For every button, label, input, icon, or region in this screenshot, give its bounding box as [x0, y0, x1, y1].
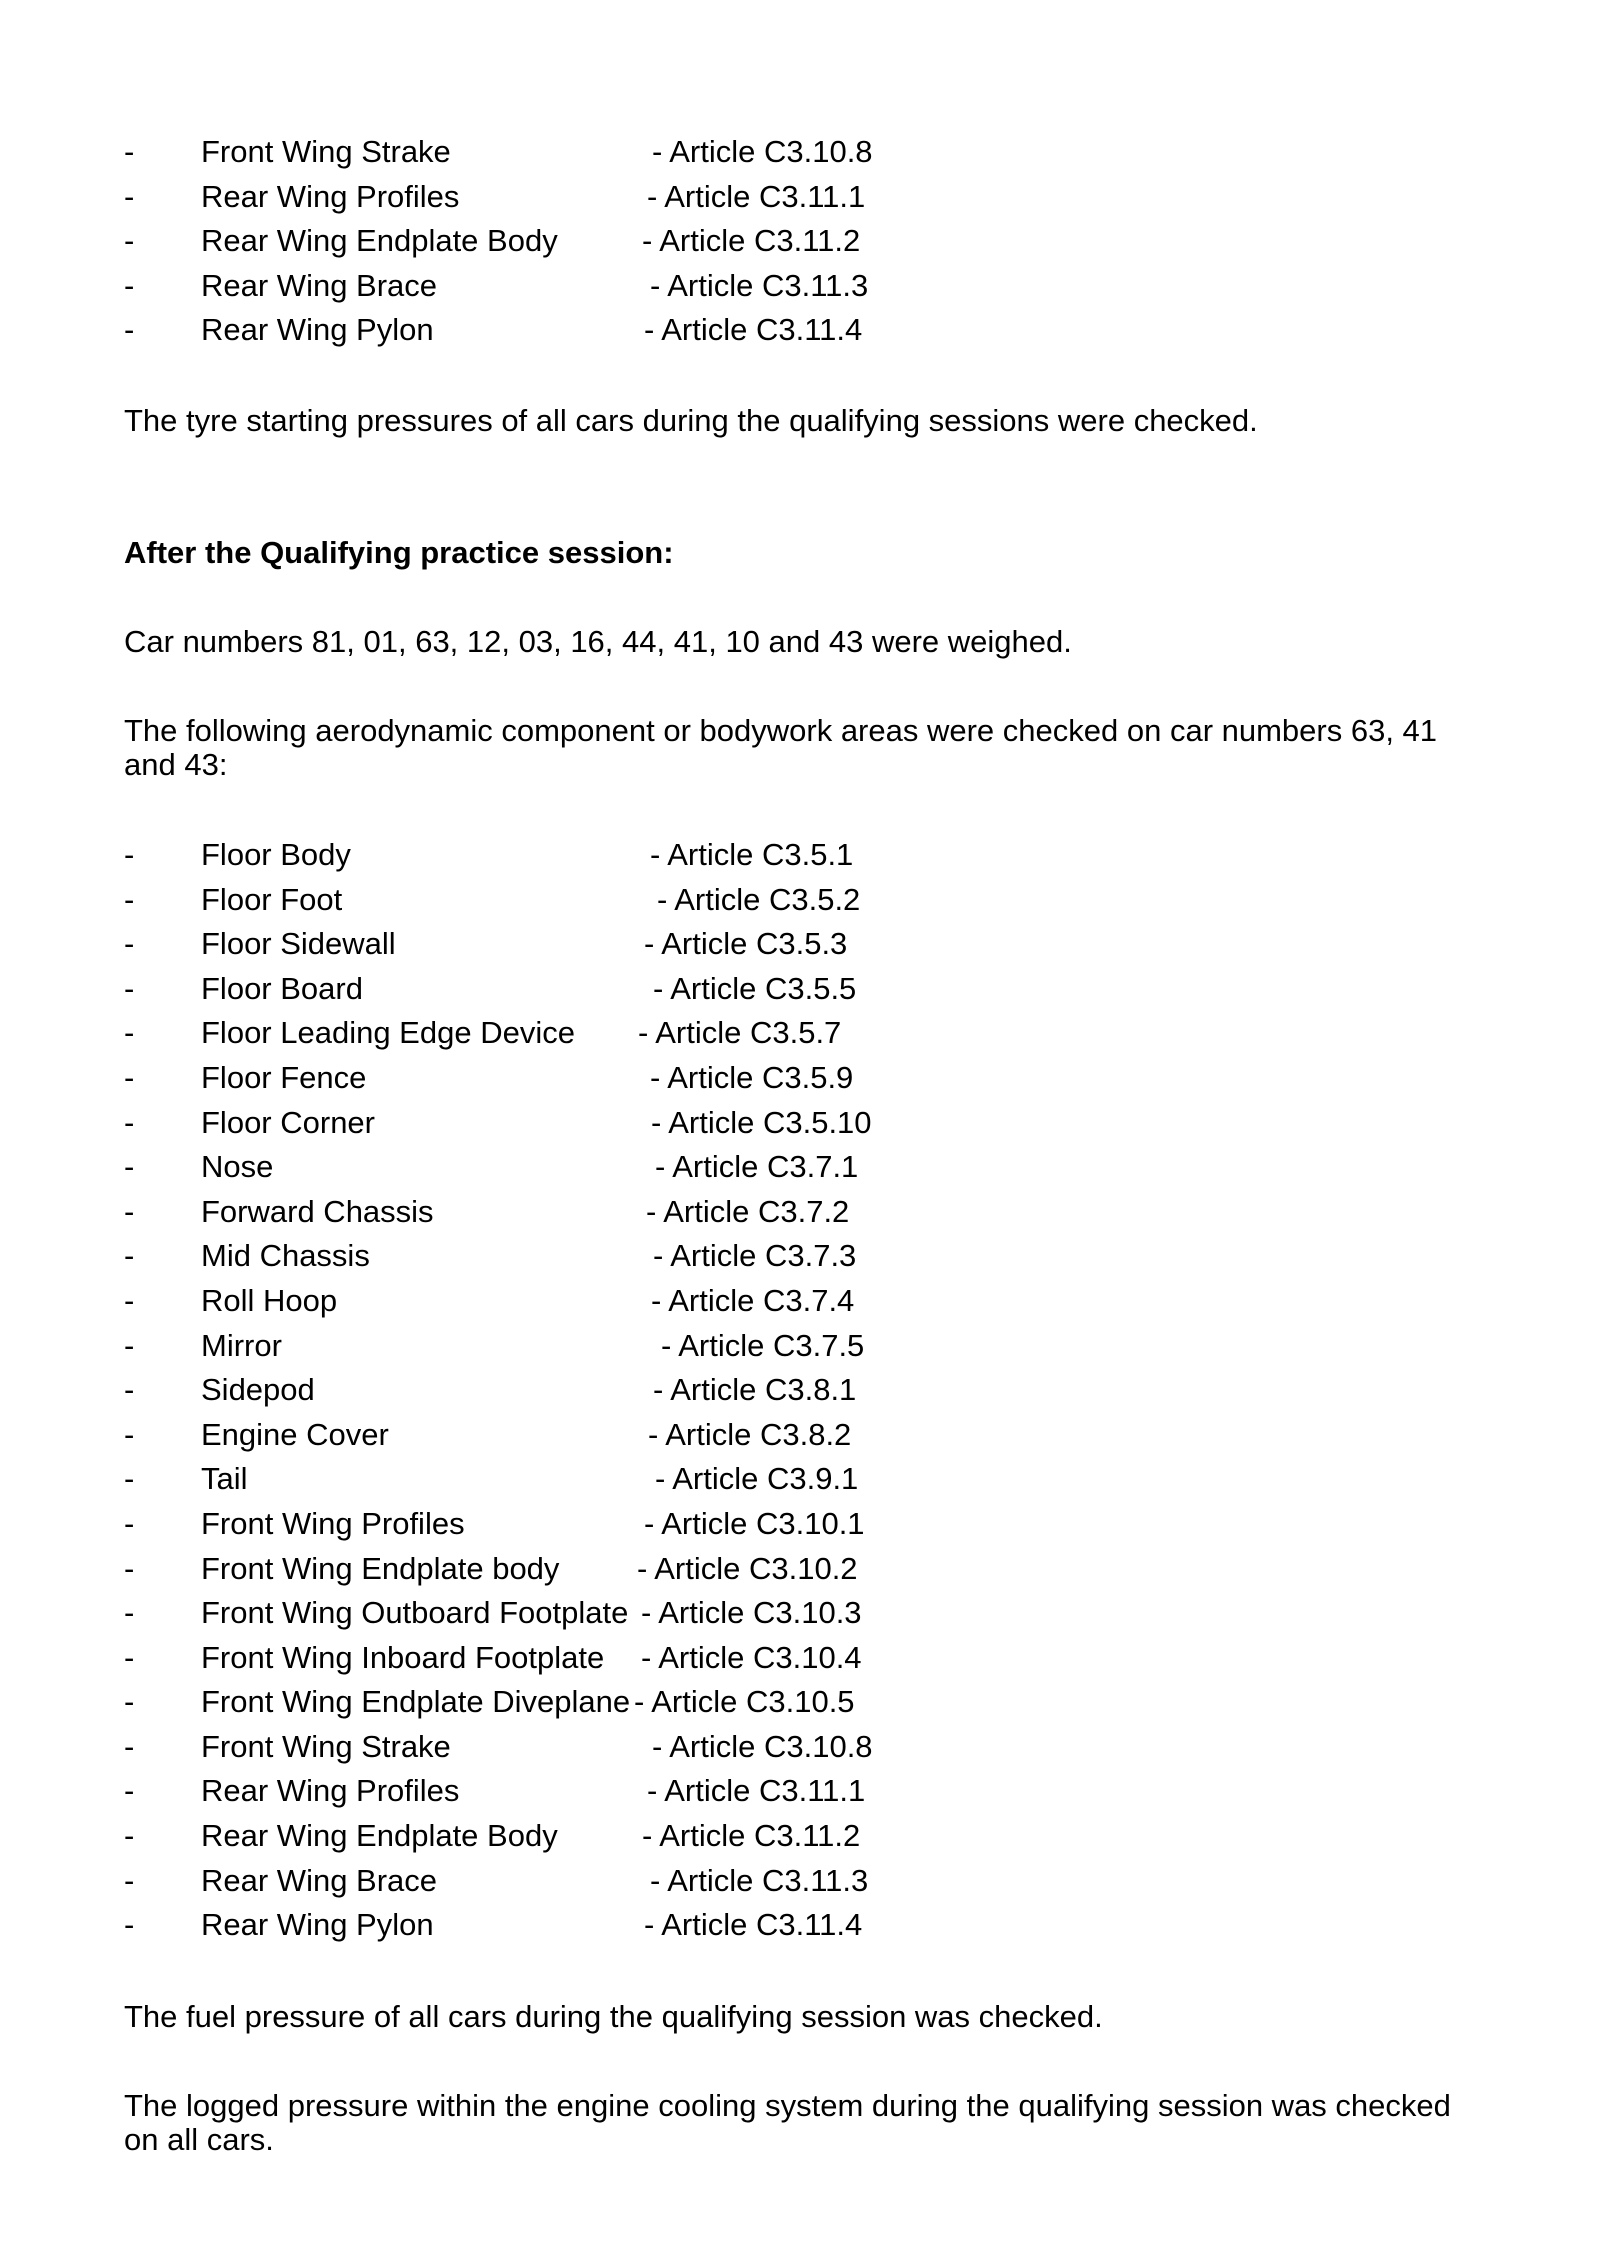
article-reference: - Article C3.11.2: [642, 1818, 861, 1854]
list-item: [124, 175, 1124, 220]
article-reference: - Article C3.10.2: [637, 1550, 858, 1586]
article-reference: - Article C3.7.1: [655, 1149, 859, 1185]
list-dash: -: [124, 1327, 135, 1363]
list-dash: -: [124, 926, 135, 962]
article-reference: - Article C3.7.3: [653, 1238, 857, 1274]
list-dash: -: [124, 837, 135, 872]
list-dash: -: [124, 134, 135, 169]
component-name: Mirror: [201, 1327, 282, 1363]
list-item: [124, 878, 1124, 923]
article-reference: - Article C3.10.3: [641, 1595, 862, 1631]
article-reference: - Article C3.5.3: [644, 926, 848, 962]
component-name: Rear Wing Profiles: [201, 178, 460, 214]
list-dash: -: [124, 970, 135, 1006]
article-reference: - Article C3.5.2: [657, 881, 861, 917]
list-dash: -: [124, 1684, 135, 1720]
article-reference: - Article C3.5.9: [650, 1059, 854, 1095]
aero-check-paragraph: The following aerodynamic component or bodywork areas were checked on car numbers 63, 41 and 43:: [124, 713, 1438, 782]
component-name: Floor Foot: [201, 881, 343, 917]
list-dash: -: [124, 1550, 135, 1586]
fuel-pressure-paragraph: The fuel pressure of all cars during the qualifying session was checked.: [124, 1999, 1103, 2034]
list-dash: -: [124, 312, 135, 348]
list-item: [124, 1368, 1124, 1413]
article-reference: - Article C3.10.4: [641, 1639, 862, 1675]
component-name: Front Wing Inboard Footplate: [201, 1639, 605, 1675]
list-dash: -: [124, 881, 135, 917]
component-name: Floor Fence: [201, 1059, 367, 1095]
article-reference: - Article C3.11.1: [647, 178, 866, 214]
article-reference: - Article C3.8.1: [653, 1372, 857, 1408]
article-reference: - Article C3.5.5: [653, 970, 857, 1006]
component-name: Front Wing Strake: [201, 1728, 451, 1764]
list-item: [124, 1903, 1124, 1948]
component-name: Sidepod: [201, 1372, 315, 1408]
article-reference: - Article C3.5.7: [638, 1015, 842, 1051]
component-name: Floor Body: [201, 837, 351, 872]
component-name: Tail: [201, 1461, 248, 1497]
article-reference: - Article C3.7.5: [661, 1327, 865, 1363]
article-reference: - Article C3.11.2: [642, 223, 861, 259]
article-reference: - Article C3.5.10: [651, 1104, 872, 1140]
list-dash: -: [124, 1595, 135, 1631]
list-item: [124, 1324, 1124, 1369]
list-item: [124, 1591, 1124, 1636]
list-dash: -: [124, 1505, 135, 1541]
component-name: Floor Sidewall: [201, 926, 396, 962]
article-reference: - Article C3.10.8: [652, 134, 873, 169]
list-dash: -: [124, 1728, 135, 1764]
list-dash: -: [124, 178, 135, 214]
component-name: Rear Wing Brace: [201, 1862, 438, 1898]
article-reference: - Article C3.11.1: [647, 1773, 866, 1809]
list-dash: -: [124, 1059, 135, 1095]
component-list-main: [124, 833, 1124, 1948]
list-item: [124, 1056, 1124, 1101]
component-name: Floor Board: [201, 970, 363, 1006]
list-dash: -: [124, 1282, 135, 1318]
component-name: Rear Wing Pylon: [201, 1907, 434, 1943]
list-dash: -: [124, 1104, 135, 1140]
list-item: [124, 1769, 1124, 1814]
list-item: [124, 833, 1124, 878]
list-item: [124, 1413, 1124, 1458]
list-dash: -: [124, 1149, 135, 1185]
article-reference: - Article C3.8.2: [648, 1416, 852, 1452]
component-name: Roll Hoop: [201, 1282, 338, 1318]
list-dash: -: [124, 1818, 135, 1854]
cooling-pressure-paragraph: The logged pressure within the engine cooling system during the qualifying session was checked on all cars.: [124, 2088, 1451, 2157]
list-dash: -: [124, 223, 135, 259]
list-item: [124, 1101, 1124, 1146]
article-reference: - Article C3.10.5: [634, 1684, 855, 1720]
component-name: Mid Chassis: [201, 1238, 370, 1274]
list-dash: -: [124, 1907, 135, 1943]
list-dash: -: [124, 1862, 135, 1898]
weighed-cars-paragraph: Car numbers 81, 01, 63, 12, 03, 16, 44, 41, 10 and 43 were weighed.: [124, 624, 1072, 659]
list-item: [124, 1680, 1124, 1725]
article-reference: - Article C3.11.3: [650, 1862, 869, 1898]
article-reference: - Article C3.10.1: [644, 1505, 865, 1541]
list-dash: -: [124, 267, 135, 303]
list-item: [124, 1636, 1124, 1681]
article-reference: - Article C3.11.3: [650, 267, 869, 303]
list-item: [124, 1234, 1124, 1279]
list-dash: -: [124, 1773, 135, 1809]
list-dash: -: [124, 1238, 135, 1274]
list-item: [124, 922, 1124, 967]
component-name: Rear Wing Brace: [201, 267, 438, 303]
list-item: [124, 219, 1124, 264]
component-name: Front Wing Outboard Footplate: [201, 1595, 629, 1631]
tyre-pressure-paragraph: The tyre starting pressures of all cars during the qualifying sessions were checked.: [124, 403, 1258, 438]
list-item: [124, 308, 1124, 353]
list-dash: -: [124, 1015, 135, 1051]
list-item: [124, 264, 1124, 309]
article-reference: - Article C3.7.2: [646, 1193, 850, 1229]
list-dash: -: [124, 1639, 135, 1675]
component-name: Floor Corner: [201, 1104, 375, 1140]
component-name: Engine Cover: [201, 1416, 389, 1452]
list-item: [124, 1011, 1124, 1056]
list-item: [124, 1279, 1124, 1324]
list-item: [124, 1814, 1124, 1859]
component-list-top: [124, 130, 1124, 353]
list-dash: -: [124, 1461, 135, 1497]
list-item: [124, 130, 1124, 175]
component-name: Front Wing Profiles: [201, 1505, 465, 1541]
article-reference: - Article C3.9.1: [655, 1461, 859, 1497]
list-item: [124, 967, 1124, 1012]
list-dash: -: [124, 1372, 135, 1408]
list-item: [124, 1190, 1124, 1235]
list-item: [124, 1547, 1124, 1592]
list-item: [124, 1859, 1124, 1904]
list-item: [124, 1457, 1124, 1502]
article-reference: - Article C3.11.4: [644, 312, 863, 348]
component-name: Rear Wing Pylon: [201, 312, 434, 348]
list-dash: -: [124, 1416, 135, 1452]
component-name: Rear Wing Endplate Body: [201, 1818, 558, 1854]
section-heading: After the Qualifying practice session:: [124, 535, 674, 570]
component-name: Floor Leading Edge Device: [201, 1015, 575, 1051]
component-name: Nose: [201, 1149, 274, 1185]
component-name: Forward Chassis: [201, 1193, 434, 1229]
article-reference: - Article C3.11.4: [644, 1907, 863, 1943]
article-reference: - Article C3.10.8: [652, 1728, 873, 1764]
component-name: Rear Wing Endplate Body: [201, 223, 558, 259]
article-reference: - Article C3.7.4: [651, 1282, 855, 1318]
list-dash: -: [124, 1193, 135, 1229]
component-name: Front Wing Endplate body: [201, 1550, 560, 1586]
component-name: Front Wing Strake: [201, 134, 451, 169]
list-item: [124, 1502, 1124, 1547]
component-name: Rear Wing Profiles: [201, 1773, 460, 1809]
component-name: Front Wing Endplate Diveplane: [201, 1684, 631, 1720]
list-item: [124, 1725, 1124, 1770]
list-item: [124, 1145, 1124, 1190]
article-reference: - Article C3.5.1: [650, 837, 854, 872]
